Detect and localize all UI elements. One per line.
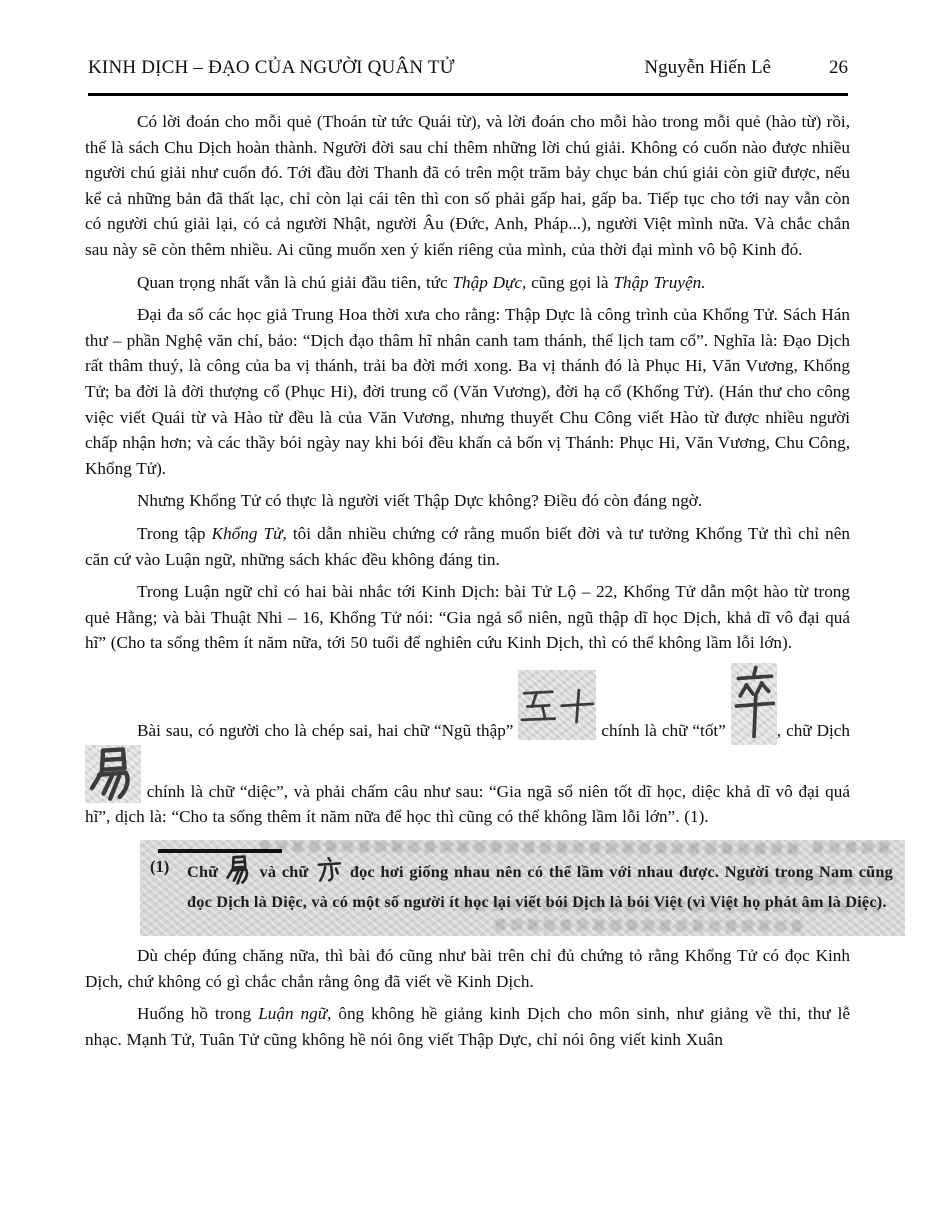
- bleed-through-artifact: [495, 919, 805, 932]
- paragraph-text: chính là chữ “tốt”: [596, 720, 731, 740]
- hanzi-diec-icon: [314, 856, 344, 886]
- footnote-scan-image: [140, 840, 905, 936]
- paragraph-text: , tôi dẫn nhiều chứng cớ rằng muốn biết đời và tư tưởng Khổng Tử thì chỉ nên căn cứ vào Luận ngữ, những sách khác đều không đáng tin.: [85, 523, 850, 569]
- footnote-text: [187, 854, 893, 916]
- paragraph-5: [85, 521, 850, 572]
- paragraph-8: [85, 943, 850, 994]
- paragraph-text: Có lời đoán cho mỗi quẻ (Thoán từ tức Quái từ), và lời đoán cho mỗi hào trong mỗi quẻ (hào từ) rồi, thế là sách Chu Dịch hoàn thành. Người đời sau chỉ thêm những lời chú giải. Không có cuốn nào được nhiều người chú giải như cuốn đó. Tới đầu đời Thanh đã có trên một trăm bảy chục bản chú giải còn giữ được, nếu kể cả những bản đã thất lạc, chỉ còn lại cái tên thì con số phải gấp hai, gấp ba. Tiếp tục cho tới nay vẫn còn có người chú giải lại, có cả người Nhật, người Âu (Đức, Anh, Pháp...), người Việt mình nữa. Và chắc chắn sau này sẽ còn thêm nhiều. Ai cũng muốn xen ý kiến riêng của mình, của thời đại mình vô bộ Kinh đó.: [85, 112, 850, 259]
- emphasis-text: Thập Truyện.: [613, 272, 706, 292]
- page-number: 26: [829, 57, 848, 78]
- paragraph-4: [85, 488, 850, 514]
- paragraph-text: , chữ Dịch: [776, 720, 850, 740]
- dich-scan-image: [85, 745, 141, 803]
- ngu-thap-scan-image: [518, 670, 596, 740]
- paragraph-6: [85, 579, 850, 656]
- page-header: [0, 0, 935, 79]
- paragraph-9: [85, 1001, 850, 1052]
- document-body: [0, 96, 935, 1052]
- paragraph-text: Trong tập: [137, 523, 212, 543]
- paragraph-text: chính là chữ “diệc”, và phải chấm câu như sau: “Gia ngã sổ niên tốt dĩ học, diệc khả dĩ vô đại quá hĩ”, dịch là: “Cho ta sống thêm ít năm nữa để học thì cũng có thể không lầm lỗi lớn”. (1).: [85, 781, 850, 827]
- footnote-text-segment: đọc hơi giống nhau nên có thể lầm với nhau được. Người trong Nam cũng đọc Dịch là Diệc, và có một số người ít học lại viết bói Dịch là bói Việt (vì Việt họ phát âm là Diệc).: [187, 862, 893, 911]
- paragraph-1: [85, 109, 850, 263]
- paragraph-text: Bài sau, có người cho là chép sai, hai chữ “Ngũ thập”: [137, 720, 519, 740]
- footnote-label: (1): [150, 857, 170, 877]
- footnote-separator-line: [158, 849, 282, 853]
- paragraph-text: Quan trọng nhất vẫn là chú giải đầu tiên, tức: [137, 272, 453, 292]
- paragraph-text: Dù chép đúng chăng nữa, thì bài đó cũng như bài trên chỉ đủ chứng tỏ rằng Khổng Tử có đọc Kinh Dịch, chứ không có gì chắc chắn rằng ông đã viết về Kinh Dịch.: [85, 946, 850, 991]
- paragraph-text: Nhưng Khổng Tử có thực là người viết Thập Dực không? Điều đó còn đáng ngờ.: [137, 491, 703, 511]
- paragraph-text: , ông không hề giảng kinh Dịch cho môn sinh, như giảng về thi, thư lễ nhạc. Mạnh Tử, Tuân Tử cũng không hề nói ông viết Thập Dực, chỉ nói ông viết kinh Xuân: [85, 1004, 850, 1049]
- bleed-through-artifact: [260, 841, 800, 855]
- paragraph-text: Huống hồ trong: [137, 1004, 259, 1024]
- emphasis-text: Thập Dực,: [452, 272, 527, 292]
- hanzi-dich-icon: [85, 745, 141, 803]
- footnote-text-segment: Chữ: [187, 862, 224, 882]
- paragraph-2: [85, 270, 850, 296]
- paragraph-3: [85, 302, 850, 481]
- hanzi-dich-icon: [224, 854, 254, 886]
- paragraph-text: cũng gọi là: [526, 272, 614, 292]
- footnote-diec-glyph: [314, 856, 344, 886]
- paragraph-text: Trong Luận ngữ chỉ có hai bài nhắc tới Kinh Dịch: bài Tử Lộ – 22, Khổng Tử dẫn một hào từ trong quẻ Hằng; và bài Thuật Nhi – 16, Khổng Tử nói: “Gia ngả sổ niên, ngũ thập dĩ học Dịch, khả dĩ vô đại quá hĩ” (Cho ta sống thêm ít năm nữa, tới 50 tuổi để nghiên cứu Kinh Dịch, thì có thể không lầm lỗi lớn).: [85, 582, 850, 653]
- bleed-through-artifact: [813, 842, 891, 853]
- hanzi-ngu-thap-icon: [518, 670, 596, 740]
- emphasis-text: Khổng Tử: [211, 523, 283, 543]
- author-name: Nguyễn Hiến Lê: [644, 57, 771, 78]
- footnote-text-segment: và chữ: [253, 862, 315, 882]
- emphasis-text: Luận ngữ: [258, 1004, 328, 1024]
- tot-scan-image: [731, 663, 777, 745]
- hanzi-tot-icon: [731, 663, 777, 745]
- footnote-dich-glyph: [224, 854, 254, 886]
- paragraph-text: Đại đa số các học giả Trung Hoa thời xưa cho rằng: Thập Dực là công trình của Khổng Tử. Sách Hán thư – phần Nghệ văn chí, bảo: “Dịch đạo thâm hĩ nhân canh tam thánh, thế lịch tam cổ”. Nghĩa là: Đạo Dịch rất thâm thuý, là công của ba vị thánh, trải ba đời mới xong. Ba vị thánh đó là Phục Hi, Văn Vương, Khổng Tử; ba đời là đời thượng cổ (Phục Hi), đời trung cổ (Văn Vương), đời hạ cổ (Khổng Tử). (Hán thư cho công việc viết Quái từ và Hào từ đều là của Văn Vương, nhưng thuyết Chu Công viết Hào từ được nhiều người chấp nhận hơn; và các thầy bói ngày nay khi bói đều khấn cả bốn vị Thánh: Phục Hi, Văn Vương, Chu Công, Khổng Tử).: [85, 305, 850, 478]
- paragraph-7: [85, 663, 850, 830]
- book-title: KINH DỊCH – ĐẠO CỦA NGƯỜI QUÂN TỬ: [88, 57, 455, 78]
